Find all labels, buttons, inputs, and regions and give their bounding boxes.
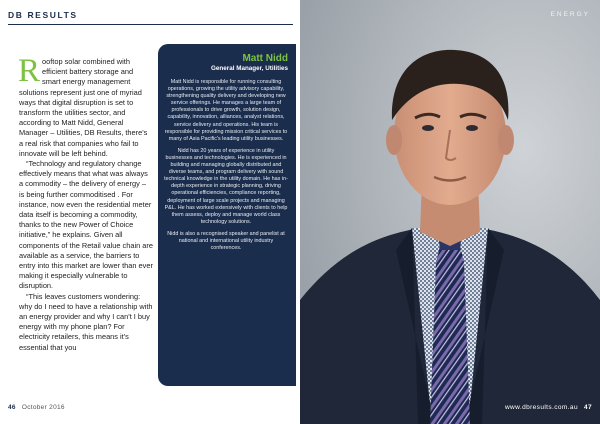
- left-footer: [8, 404, 65, 411]
- bio-role: General Manager, Utilities: [211, 65, 288, 72]
- drop-cap: R: [18, 53, 41, 89]
- portrait-photo: [300, 0, 600, 424]
- tie: [430, 246, 470, 424]
- article-paragraph-text: ooftop solar combined with efficient battery storage and smart energy management solutions represent just one of myriad ways that digital disruption is set to transform the utilities sector, and according to Matt Nidd, General Manager – Utilities, DB Results, there's a real risk that companies who fail to innovate will be left behind.: [19, 57, 148, 158]
- left-page-number: 46: [8, 404, 16, 411]
- right-page-number: 47: [583, 404, 592, 411]
- left-eye: [422, 125, 434, 131]
- bio-paragraph: Nidd is also a recognised speaker and panelist at national and international utility industry conferences.: [167, 230, 285, 252]
- header-rule: [8, 24, 293, 25]
- article-paragraph: [18, 53, 153, 159]
- right-eye: [466, 125, 478, 131]
- right-ear: [498, 125, 514, 155]
- section-label: ENERGY: [550, 11, 590, 18]
- bio-sidebar: [158, 44, 296, 386]
- brand-header: DB RESULTS: [8, 10, 78, 20]
- article-body: [18, 53, 153, 353]
- website-url[interactable]: www.dbresults.com.au: [504, 404, 578, 411]
- article-paragraph: “This leaves customers wondering: why do I need to have a relationship with an energy provider and why I can't I buy energy with my phone plan? For electricity retailers, this means it's essential that you: [19, 291, 153, 352]
- issue-date: October 2016: [21, 404, 65, 411]
- right-page: [300, 0, 600, 424]
- bio-name: Matt Nidd: [242, 53, 288, 64]
- bio-paragraph: Matt Nidd is responsible for running consulting operations, growing the utility advisory capability, strengthening quality delivery and developing new service offerings. He manages a large team of professionals to drive growth, solution design, capability, innovation, alliances, analyst relations, service delivery and operations. His team is responsible for providing mission critical services to many of Asia Pacific's leading utility businesses.: [164, 79, 288, 142]
- left-ear: [386, 125, 402, 155]
- article-paragraph: “Technology and regulatory change effectively means that what was always a commodity – the delivery of energy – is being further commoditised . For instance, now even the residential meter data itself is becoming a commodity, thanks to the new Power of Choice initiative,” he explains. Given all components of the Retail value chain are available as a service, the barriers to entry into this market are lower than ever making it especially vulnerable to disruption.: [19, 159, 153, 291]
- right-footer: [505, 404, 592, 411]
- bio-paragraph: Nidd has 20 years of experience in utility businesses and technologies. He is experienced in building and managing globally distributed and diverse teams, and program delivery with sound technical knowledge in the utility domain. He has in-depth experience in strategic planning, driving operational efficiencies, compliance reporting, deployment of large scale projects and managing P&L. He has worked extensively with clients to help them assess, deploy and manage world class technology solutions.: [164, 147, 288, 225]
